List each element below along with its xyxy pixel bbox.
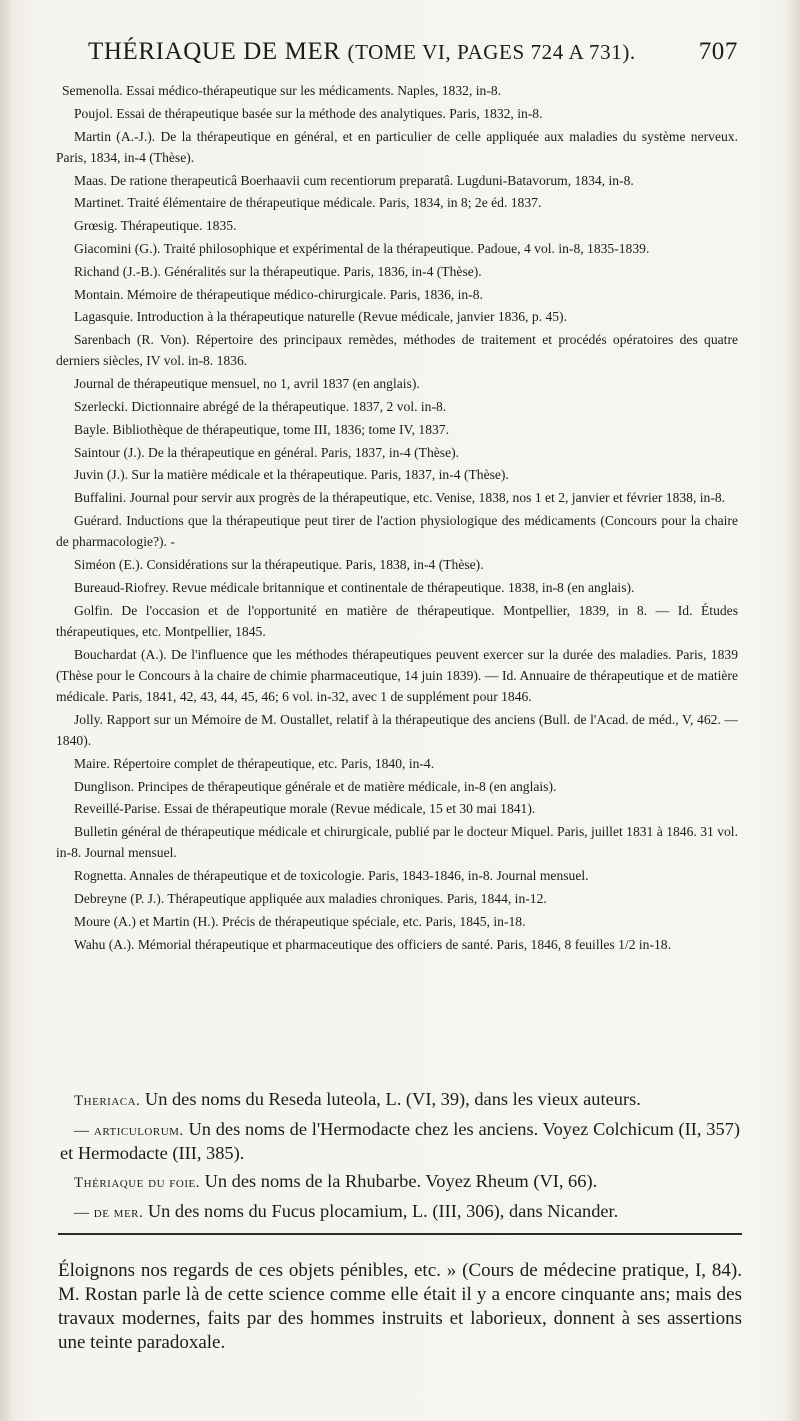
header-volume-pages: (TOME VI, PAGES 724 A 731).: [347, 40, 636, 64]
definition-text: Un des noms du Reseda luteola, L. (VI, 39), dans les vieux auteurs.: [140, 1089, 641, 1109]
page-edge-right: [786, 0, 800, 1421]
bibliography-entry: Dunglison. Principes de thérapeutique générale et de matière médicale, in-8 (en anglais).: [74, 778, 557, 794]
bibliography-entry: Juvin (J.). Sur la matière médicale et la thérapeutique. Paris, 1837, in-4 (Thèse).: [74, 467, 509, 483]
definition-entry: [60, 1118, 740, 1164]
bibliography-entry: Martin (A.-J.). De la thérapeutique en général, et en particulier de celle appliquée aux maladies du système nerveux. Paris, 1834, in-4 (Thèse).: [56, 128, 738, 165]
bibliography-entry: Guérard. Inductions que la thérapeutique peut tirer de l'action physiologique des médicaments (Concours pour la chaire de pharmacologie?). -: [56, 512, 738, 550]
page-edge-left: [0, 0, 14, 1421]
bibliography-entry: Lagasquie. Introduction à la thérapeutique naturelle (Revue médicale, janvier 1836, p. 45).: [74, 309, 567, 325]
bibliography-entry: Bayle. Bibliothèque de thérapeutique, tome III, 1836; tome IV, 1837.: [74, 421, 450, 437]
bibliography-entry: Szerlecki. Dictionnaire abrégé de la thérapeutique. 1837, 2 vol. in-8.: [74, 398, 447, 414]
definition-entry: [60, 1088, 740, 1112]
bibliography-entry: Bouchardat (A.). De l'influence que les méthodes thérapeutiques peuvent exercer sur la durée des maladies. Paris, 1839 (Thèse pour le Concours à la chaire de chimie pharmaceutique, 14 juin 1839). — Id. Annuaire de thérapeutique et de matière médicale. Paris, 1841, 42, 43, 44, 45, 46; 6 vol. in-32, avec 1 de supplément pour 1846.: [56, 646, 738, 704]
bibliography-entry: Poujol. Essai de thérapeutique basée sur la méthode des analytiques. Paris, 1832, in-8.: [74, 105, 543, 121]
definition-headword: — articulorum.: [74, 1123, 184, 1139]
bibliography-entry: Buffalini. Journal pour servir aux progrès de la thérapeutique, etc. Venise, 1838, nos 1 et 2, janvier et février 1838, in-8.: [74, 490, 726, 506]
bibliography-entry: Richand (J.-B.). Généralités sur la thérapeutique. Paris, 1836, in-4 (Thèse).: [74, 263, 482, 279]
bibliography-entry: Semenolla. Essai médico-thérapeutique sur les médicaments. Naples, 1832, in-8.: [62, 83, 502, 98]
bibliography-entry: Journal de thérapeutique mensuel, no 1, avril 1837 (en anglais).: [74, 376, 420, 392]
dictionary-definitions: [60, 1088, 740, 1230]
running-header: [88, 38, 738, 66]
bibliography-entry: Bulletin général de thérapeutique médicale et chirurgicale, publié par le docteur Miquel. Paris, juillet 1831 à 1846. 31 vol. in-8. Journal mensuel.: [56, 824, 738, 861]
bibliography-entry: Debreyne (P. J.). Thérapeutique appliquée aux maladies chroniques. Paris, 1844, in-12.: [74, 890, 547, 906]
bibliography-entry: Jolly. Rapport sur un Mémoire de M. Oustallet, relatif à la thérapeutique des anciens (Bull. de l'Acad. de méd., V, 462. — 1840).: [56, 711, 738, 748]
bibliography-entry: Maire. Répertoire complet de thérapeutique, etc. Paris, 1840, in-4.: [74, 755, 435, 771]
definition-headword: Thériaque du foie.: [74, 1175, 200, 1191]
footnote-divider: [58, 1233, 742, 1235]
bibliography-entry: Martinet. Traité élémentaire de thérapeutique médicale. Paris, 1834, in 8; 2e éd. 1837.: [74, 195, 542, 211]
footnote-text: Éloignons nos regards de ces objets pénibles, etc. » (Cours de médecine pratique, I, 84). M. Rostan parle là de cette science comme elle était il y a encore cinquante ans; mais des travaux modernes, faits par des hommes instruits et laborieux, donnent à ses assertions une teinte paradoxale.: [58, 1260, 742, 1353]
bibliography-entry: Siméon (E.). Considérations sur la thérapeutique. Paris, 1838, in-4 (Thèse).: [74, 556, 484, 572]
page-number: 707: [698, 38, 738, 65]
bibliography-entry: Bureaud-Riofrey. Revue médicale britannique et continentale de thérapeutique. 1838, in-8 (en anglais).: [74, 579, 635, 595]
definition-text: Un des noms du Fucus plocamium, L. (III, 306), dans Nicander.: [143, 1201, 619, 1221]
bibliography-entry: Saintour (J.). De la thérapeutique en général. Paris, 1837, in-4 (Thèse).: [74, 444, 460, 460]
bibliography-entry: Golfin. De l'occasion et de l'opportunité en matière de thérapeutique. Montpellier, 1839, in 8. — Id. Études thérapeutiques, etc. Montpellier, 1845.: [56, 602, 738, 639]
bibliography-entry: Wahu (A.). Mémorial thérapeutique et pharmaceutique des officiers de santé. Paris, 1846, 8 feuilles 1/2 in-18.: [74, 936, 671, 952]
header-title: THÉRIAQUE DE MER: [88, 38, 341, 65]
bibliography-entry: Rognetta. Annales de thérapeutique et de toxicologie. Paris, 1843-1846, in-8. Journal mensuel.: [74, 868, 589, 884]
definition-entry: [60, 1170, 740, 1194]
bibliography-entry: Grœsig. Thérapeutique. 1835.: [74, 218, 237, 234]
definition-headword: Theriaca.: [74, 1093, 141, 1109]
bibliography-entry: Sarenbach (R. Von). Répertoire des principaux remèdes, méthodes de traitement et procédés opératoires des quatre derniers siècles, IV vol. in-8. 1836.: [56, 332, 738, 369]
bibliography-entry: Montain. Mémoire de thérapeutique médico-chirurgicale. Paris, 1836, in-8.: [74, 286, 483, 302]
bibliography-entry: Reveillé-Parise. Essai de thérapeutique morale (Revue médicale, 15 et 30 mai 1841).: [74, 801, 536, 817]
bibliography-entry: Giacomini (G.). Traité philosophique et expérimental de la thérapeutique. Padoue, 4 vol. in-8, 1835-1839.: [74, 240, 650, 256]
bibliography-entry: Moure (A.) et Martin (H.). Précis de thérapeutique spéciale, etc. Paris, 1845, in-18.: [74, 913, 526, 929]
definition-text: Un des noms de l'Hermodacte chez les anciens. Voyez Colchicum (II, 357) et Hermodacte (III, 385).: [60, 1119, 740, 1163]
definition-text: Un des noms de la Rhubarbe. Voyez Rheum (VI, 66).: [199, 1171, 598, 1191]
definition-entry: [60, 1200, 740, 1224]
bibliography-list: [56, 80, 738, 956]
bibliography-entry: Maas. De ratione therapeuticâ Boerhaavii cum recentiorum preparatâ. Lugduni-Batavorum, 1834, in-8.: [74, 172, 634, 188]
definition-headword: — de mer.: [74, 1205, 144, 1221]
